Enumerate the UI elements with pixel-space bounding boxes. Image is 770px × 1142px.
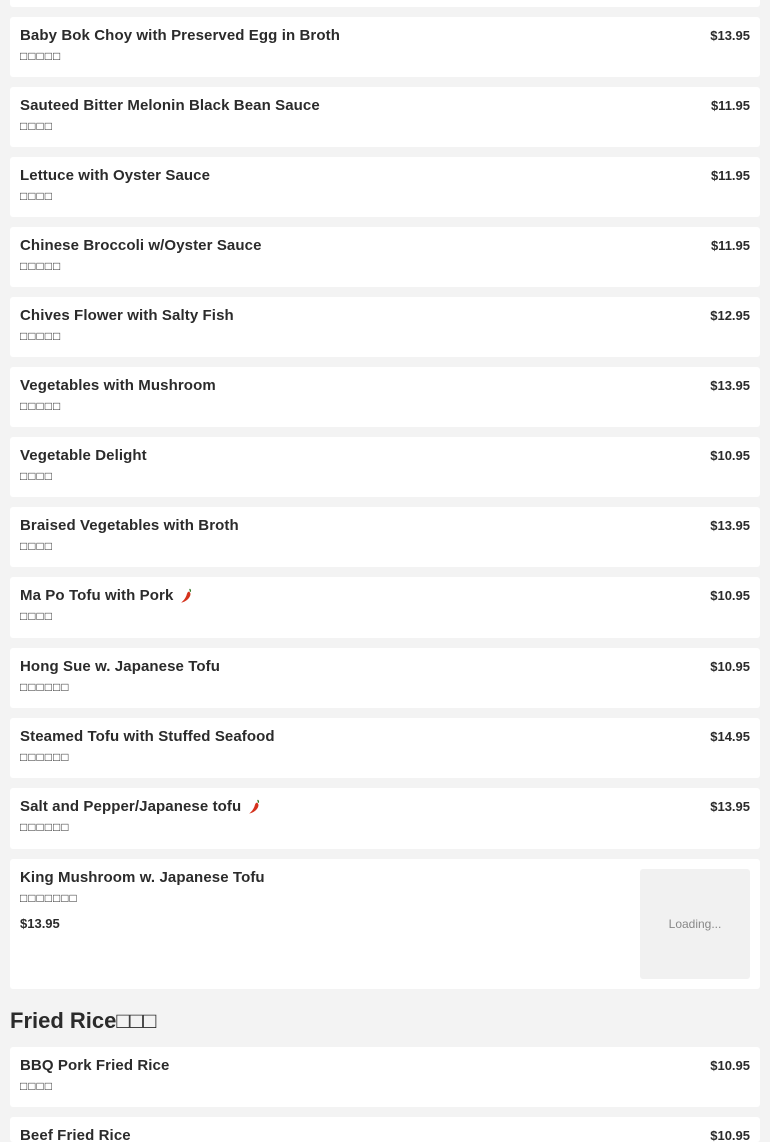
menu-item-chinese-name: □□□□□□ — [20, 820, 70, 834]
menu-item-name: Ma Po Tofu with Pork — [20, 587, 193, 604]
menu-item-price: $14.95 — [710, 729, 750, 744]
menu-item-card-with-image[interactable] — [10, 859, 760, 989]
menu-item-name: BBQ Pork Fried Rice — [20, 1057, 170, 1074]
chili-pepper-icon — [247, 799, 261, 815]
menu-item-card[interactable] — [10, 788, 760, 849]
menu-item-name: Sauteed Bitter Melonin Black Bean Sauce — [20, 97, 320, 114]
section-heading: Fried Rice□□□ — [10, 1008, 157, 1033]
menu-item-price: $10.95 — [710, 588, 750, 603]
menu-item-price: $13.95 — [710, 28, 750, 43]
menu-item-price: $10.95 — [710, 1128, 750, 1142]
menu-item-chinese-name: □□□□ — [20, 189, 53, 203]
menu-item-chinese-name: □□□□ — [20, 539, 53, 553]
menu-item-price: $11.95 — [710, 168, 750, 183]
menu-item-card[interactable] — [10, 718, 760, 778]
menu-item-price: $10.95 — [710, 659, 750, 674]
menu-item-card[interactable] — [10, 648, 760, 708]
menu-item-name: Chinese Broccoli w/Oyster Sauce — [20, 237, 262, 254]
menu-item-card[interactable] — [10, 227, 760, 287]
menu-item-name: King Mushroom w. Japanese Tofu — [20, 869, 265, 886]
menu-item-chinese-name: □□□□□□ — [20, 750, 70, 764]
menu-item-price: $13.95 — [20, 916, 60, 931]
menu-item-card[interactable] — [10, 437, 760, 497]
menu-item-image-placeholder — [640, 869, 750, 979]
menu-item-chinese-name: □□□□□ — [20, 329, 62, 343]
menu-item-card[interactable] — [10, 1117, 760, 1142]
menu-item-price: $13.95 — [710, 378, 750, 393]
menu-item-card[interactable] — [10, 1047, 760, 1107]
menu-item-chinese-name: □□□□□ — [20, 399, 62, 413]
menu-item-name: Chives Flower with Salty Fish — [20, 307, 234, 324]
menu-item-name: Lettuce with Oyster Sauce — [20, 167, 211, 184]
menu-item-name: Beef Fried Rice — [20, 1127, 131, 1142]
menu-item-name: Baby Bok Choy with Preserved Egg in Broth — [20, 27, 340, 44]
menu-item-price: $12.95 — [710, 308, 750, 323]
menu-item-chinese-name: □□□□□□ — [20, 680, 70, 694]
menu-item-card[interactable] — [10, 507, 760, 567]
menu-item-name: Hong Sue w. Japanese Tofu — [20, 658, 221, 675]
menu-item-card-partial[interactable] — [10, 0, 760, 7]
menu-item-card[interactable] — [10, 577, 760, 638]
menu-item-name: Steamed Tofu with Stuffed Seafood — [20, 728, 275, 745]
menu-item-name: Vegetables with Mushroom — [20, 377, 216, 394]
menu-item-name: Vegetable Delight — [20, 447, 147, 464]
menu-item-card[interactable] — [10, 297, 760, 357]
menu-item-chinese-name: □□□□ — [20, 119, 53, 133]
menu-item-chinese-name: □□□□□□□ — [20, 891, 78, 905]
chili-pepper-icon — [179, 588, 193, 604]
menu-item-price: $13.95 — [710, 518, 750, 533]
menu-item-chinese-name: □□□□ — [20, 469, 53, 483]
menu-item-card[interactable] — [10, 87, 760, 147]
menu-item-card[interactable] — [10, 17, 760, 77]
menu-item-card[interactable] — [10, 157, 760, 217]
menu-item-name: Braised Vegetables with Broth — [20, 517, 239, 534]
menu-item-chinese-name: □□□□□ — [20, 259, 62, 273]
menu-item-price: $10.95 — [710, 448, 750, 463]
menu-item-chinese-name: □□□□ — [20, 609, 53, 623]
loading-text: Loading... — [668, 917, 722, 931]
menu-item-price: $13.95 — [710, 799, 750, 814]
menu-item-chinese-name: □□□□ — [20, 1079, 53, 1093]
menu-item-price: $11.95 — [710, 98, 750, 113]
menu-item-card[interactable] — [10, 367, 760, 427]
menu-item-price: $10.95 — [710, 1058, 750, 1073]
menu-item-chinese-name: □□□□□ — [20, 49, 62, 63]
menu-item-name: Salt and Pepper/Japanese tofu — [20, 798, 261, 815]
menu-item-price: $11.95 — [710, 238, 750, 253]
